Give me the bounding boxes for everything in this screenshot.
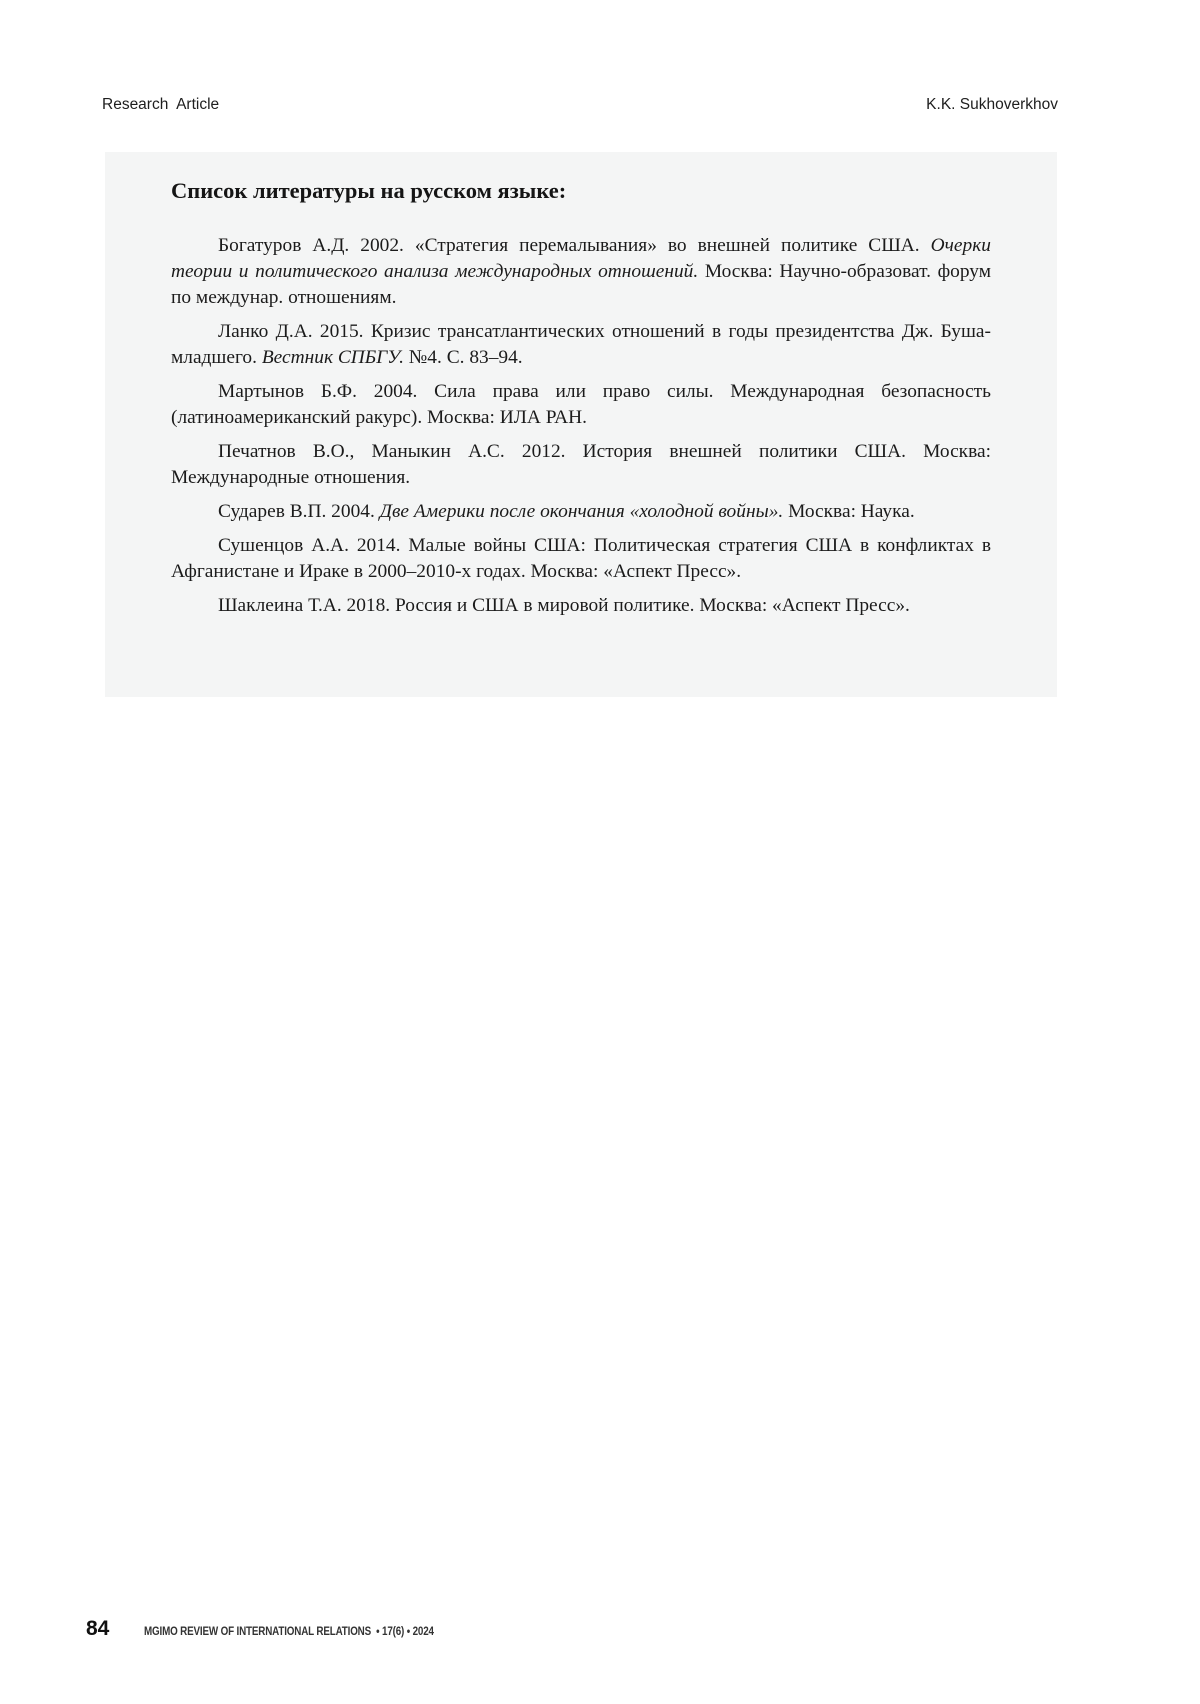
reference-entry bbox=[171, 439, 991, 491]
reference-entry bbox=[171, 499, 991, 525]
references-title: Список литературы на русском языке: bbox=[171, 178, 567, 203]
reference-text-tail: Москва: Научно-образоват. форум по междунар. отношениям. bbox=[171, 261, 991, 309]
reference-text: Шаклеина Т.А. 2018. Россия и США в мировой политике. Москва: «Аспект Пресс». bbox=[218, 595, 910, 617]
reference-text: Ланко Д.А. 2015. Кризис трансатлантических отношений в годы президентства Дж. Буша-младшего. bbox=[171, 321, 991, 369]
reference-entry bbox=[171, 533, 991, 585]
reference-text: Сушенцов А.А. 2014. Малые войны США: Политическая стратегия США в конфликтах в Афганистане и Ираке в 2000–2010-х годах. Москва: «Аспект Пресс». bbox=[171, 535, 991, 583]
reference-italic-title: Две Америки после окончания «холодной войны». bbox=[379, 501, 784, 523]
reference-text-tail: Москва: Наука. bbox=[783, 501, 915, 523]
reference-entry bbox=[171, 319, 991, 371]
reference-entry bbox=[171, 233, 991, 311]
running-header bbox=[102, 96, 1058, 114]
reference-italic-title: Вестник СПБГУ. bbox=[261, 347, 404, 369]
page-number: 84 bbox=[86, 1617, 110, 1640]
reference-text: Печатнов В.О., Маныкин А.С. 2012. История внешней политики США. Москва: Международные отношения. bbox=[171, 441, 991, 489]
references-box bbox=[105, 152, 1057, 697]
reference-text: Сударев В.П. 2004. bbox=[218, 501, 380, 523]
reference-italic-title: Очерки теории и политического анализа международных отношений. bbox=[171, 235, 991, 283]
reference-text-tail: №4. С. 83–94. bbox=[403, 347, 523, 369]
reference-text: Мартынов Б.Ф. 2004. Сила права или право силы. Международная безопасность (латиноамериканский ракурс). Москва: ИЛА РАН. bbox=[171, 381, 991, 429]
page-footer bbox=[86, 1617, 497, 1641]
author-name: K.K. Sukhoverkhov bbox=[926, 96, 1058, 113]
article-type-label: Research Article bbox=[102, 96, 220, 113]
reference-entry bbox=[171, 379, 991, 431]
journal-citation: MGIMO REVIEW OF INTERNATIONAL RELATIONS • 17(6) • 2024 bbox=[144, 1624, 434, 1638]
reference-entry bbox=[171, 593, 991, 619]
reference-text: Богатуров А.Д. 2002. «Стратегия перемалывания» во внешней политике США. bbox=[218, 235, 931, 257]
